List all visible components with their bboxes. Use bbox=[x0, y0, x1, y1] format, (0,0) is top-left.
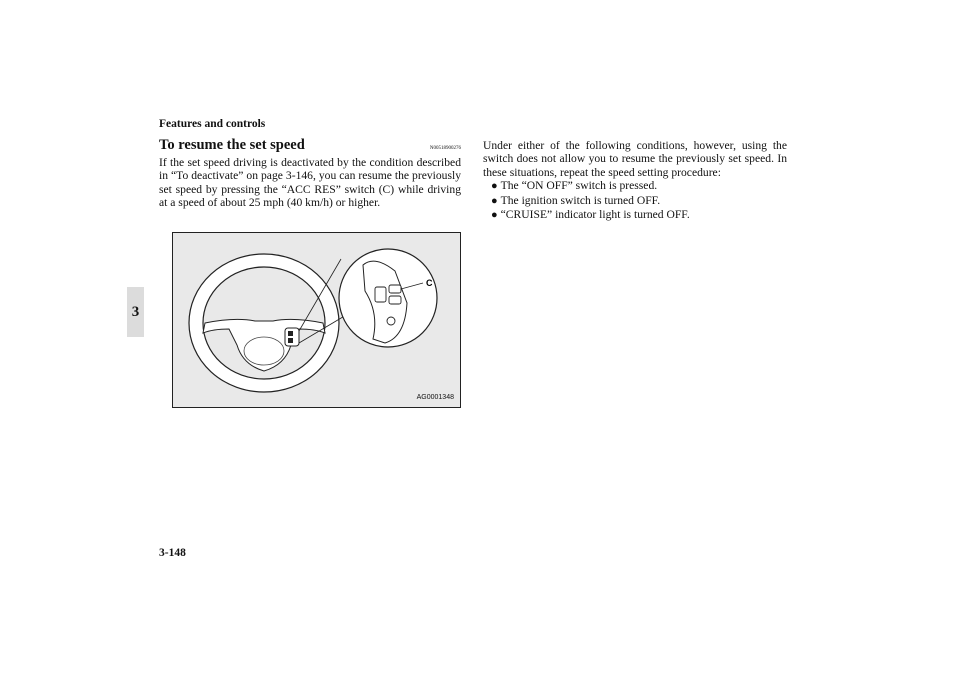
bullet-icon: ● bbox=[491, 194, 498, 207]
list-item: ● “CRUISE” indicator light is turned OFF. bbox=[491, 208, 690, 222]
right-column bbox=[483, 137, 787, 222]
page-number: 3-148 bbox=[159, 547, 186, 559]
running-header: Features and controls bbox=[159, 118, 266, 130]
chapter-tab bbox=[127, 287, 144, 337]
list-item: ● The ignition switch is turned OFF. bbox=[491, 193, 661, 207]
resume-paragraph: If the set speed driving is deactivated by the condition described in “To deactivate” on page 3-146, you can resume the previously set speed by pressing the “ACC RES” switch (C) while driving at a speed of about 25 mph (40 km/h) or higher. bbox=[159, 156, 461, 210]
section-heading bbox=[159, 137, 461, 154]
figure-code: AG0001348 bbox=[416, 394, 454, 401]
conditions-paragraph: Under either of the following conditions, however, using the switch does not allow you to resume the previously set speed. In these situations, repeat the speed setting procedure: bbox=[483, 139, 787, 179]
steering-wheel-illustration bbox=[172, 232, 461, 408]
steering-wheel-drawing bbox=[173, 233, 462, 409]
left-column bbox=[159, 137, 461, 210]
callout-c: C bbox=[426, 278, 433, 288]
bullet-icon: ● bbox=[491, 180, 498, 193]
chapter-number: 3 bbox=[131, 303, 140, 320]
list-item: ● The “ON OFF” switch is pressed. bbox=[491, 179, 658, 193]
bullet-icon: ● bbox=[491, 209, 498, 222]
section-title: To resume the set speed bbox=[159, 137, 305, 153]
conditions-list bbox=[483, 179, 787, 222]
reference-code: N00518900276 bbox=[429, 146, 461, 151]
